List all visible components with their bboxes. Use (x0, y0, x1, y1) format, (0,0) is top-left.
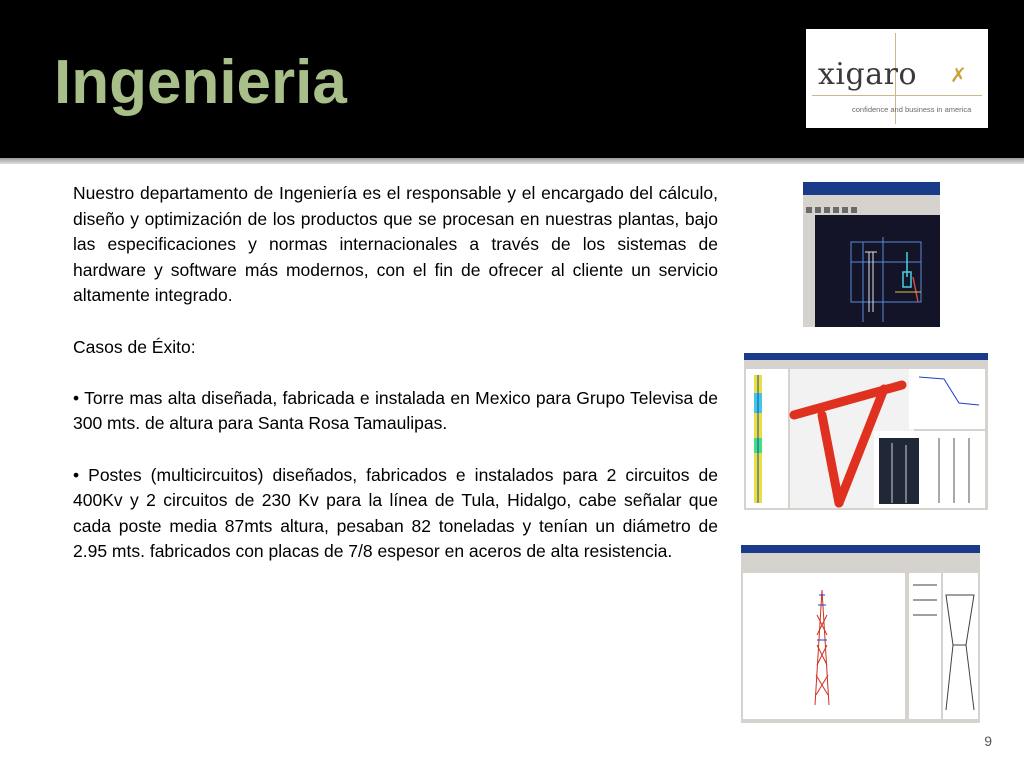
tower-design-screenshot (741, 545, 980, 723)
logo-horizontal-rule (812, 95, 982, 96)
intro-paragraph: Nuestro departamento de Ingeniería es el responsable y el encargado del cálculo, diseño y optimización de los productos que se procesan en nuestras plantas, bajo las especificaciones y normas internacionales a través de los sistemas de hardware y software más modernos, con el fin de ofrecer al cliente un servicio altamente integrado. (73, 183, 718, 306)
header-divider (0, 158, 1024, 164)
structural-analysis-screenshot (744, 353, 988, 510)
case-item-2: • Postes (multicircuitos) diseñados, fabricados e instalados para 2 circuitos de 400Kv y 2 circuitos de 230 Kv para la línea de Tula, Hidalgo, cabe señalar que cada poste media 87mts altura, pesaban 82 toneladas y tenían un diámetro de 2.95 mts. fabricados con placas de 7/8 espesor en aceros de alta resistencia. (73, 464, 718, 562)
case-item-1: • Torre mas alta diseñada, fabricada e instalada en Mexico para Grupo Televisa de 300 mts. de altura para Santa Rosa Tamaulipas. (73, 387, 718, 434)
cad-software-screenshot (803, 182, 940, 327)
company-logo (806, 29, 988, 128)
logo-tagline: confidence and business in america (852, 105, 972, 114)
slide-title: Ingenieria (54, 48, 347, 117)
logo-wordmark: xigaro (818, 57, 918, 92)
slide-body (73, 181, 718, 565)
slide-header (0, 0, 1024, 158)
cases-heading: Casos de Éxito: (73, 336, 196, 357)
logo-star-icon: ✗ (950, 65, 967, 87)
page-number: 9 (984, 733, 992, 749)
